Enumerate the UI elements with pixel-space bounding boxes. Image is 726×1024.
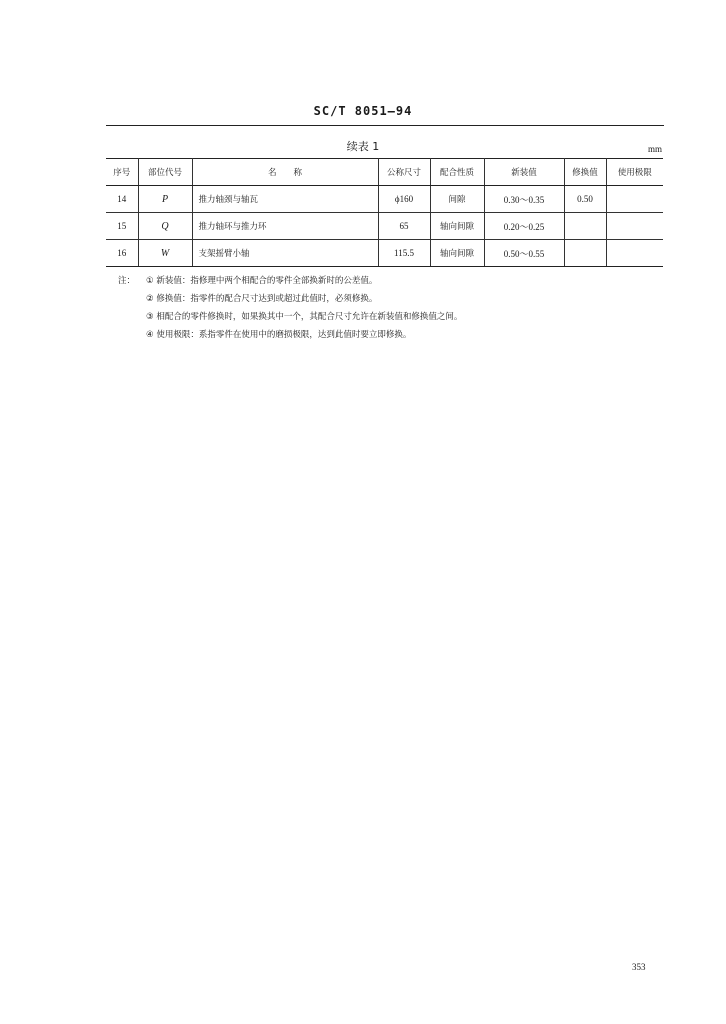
table-cell: 14 bbox=[106, 186, 138, 213]
table-cell: 0.50～0.55 bbox=[484, 240, 564, 267]
spec-table bbox=[106, 158, 663, 267]
table-caption: 续表 1 bbox=[346, 140, 380, 153]
page-number: 353 bbox=[632, 962, 646, 972]
table-row bbox=[106, 240, 663, 267]
column-header: 配合性质 bbox=[430, 159, 484, 186]
note-text: ② 修换值：指零件的配合尺寸达到或超过此值时，必须修换。 bbox=[146, 294, 378, 304]
unit-label: mm bbox=[647, 144, 662, 154]
table-cell: 轴向间隙 bbox=[430, 213, 484, 240]
column-header: 新装值 bbox=[484, 159, 564, 186]
table-notes bbox=[118, 272, 462, 344]
column-header: 修换值 bbox=[564, 159, 606, 186]
column-header: 公称尺寸 bbox=[378, 159, 430, 186]
column-header: 序号 bbox=[106, 159, 138, 186]
table-cell: W bbox=[138, 240, 192, 267]
note-item bbox=[118, 272, 462, 290]
table-cell: 15 bbox=[106, 213, 138, 240]
table-cell: 推力轴环与推力环 bbox=[192, 213, 378, 240]
table-cell bbox=[564, 240, 606, 267]
standard-code: SC/T 8051—94 bbox=[313, 104, 413, 118]
column-header: 名 称 bbox=[192, 159, 378, 186]
note-item bbox=[118, 308, 462, 326]
table-cell bbox=[606, 240, 663, 267]
table-cell: 65 bbox=[378, 213, 430, 240]
note-item bbox=[118, 326, 462, 344]
table-cell: Q bbox=[138, 213, 192, 240]
table-cell: 115.5 bbox=[378, 240, 430, 267]
column-header: 使用极限 bbox=[606, 159, 663, 186]
notes-prefix: 注： bbox=[118, 276, 136, 286]
column-header: 部位代号 bbox=[138, 159, 192, 186]
table-cell: 0.30～0.35 bbox=[484, 186, 564, 213]
note-item bbox=[118, 290, 462, 308]
table-cell: ϕ160 bbox=[378, 186, 430, 213]
header-rule bbox=[106, 125, 664, 126]
table-cell bbox=[606, 186, 663, 213]
note-text: ④ 使用极限：系指零件在使用中的磨损极限，达到此值时要立即修换。 bbox=[146, 330, 412, 340]
note-text: ③ 相配合的零件修换时，如果换其中一个，其配合尺寸允许在新装值和修换值之间。 bbox=[146, 312, 463, 322]
table-cell: 0.20～0.25 bbox=[484, 213, 564, 240]
table-cell: 支架摇臂小轴 bbox=[192, 240, 378, 267]
table-cell bbox=[606, 213, 663, 240]
table-cell: 间隙 bbox=[430, 186, 484, 213]
table-row bbox=[106, 213, 663, 240]
table-cell: 16 bbox=[106, 240, 138, 267]
table-cell: 0.50 bbox=[564, 186, 606, 213]
table-row bbox=[106, 186, 663, 213]
table-cell: P bbox=[138, 186, 192, 213]
table-cell: 推力轴颈与轴瓦 bbox=[192, 186, 378, 213]
table-header-row bbox=[106, 159, 663, 186]
note-text: ① 新装值：指修理中两个相配合的零件全部换新时的公差值。 bbox=[146, 276, 378, 286]
table-cell: 轴向间隙 bbox=[430, 240, 484, 267]
table-cell bbox=[564, 213, 606, 240]
